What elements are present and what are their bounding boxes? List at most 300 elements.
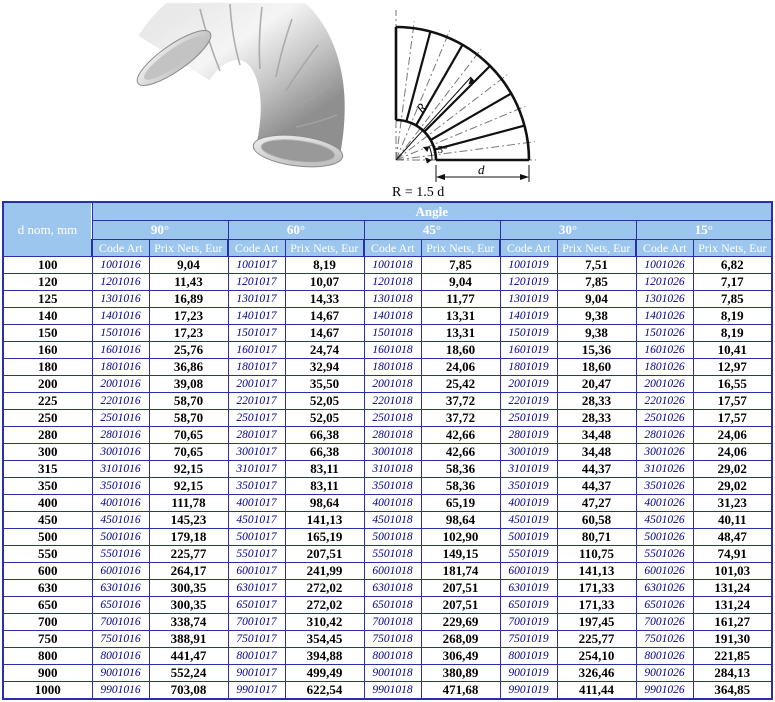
- diameter-cell: 1000: [3, 682, 92, 700]
- code-art-cell: 8001018: [364, 648, 421, 665]
- code-art-cell: 8001019: [500, 648, 557, 665]
- price-cell: 111,78: [149, 495, 228, 512]
- code-art-header: Code Art: [636, 240, 693, 257]
- code-art-cell: 1601018: [364, 342, 421, 359]
- price-cell: 131,24: [693, 580, 772, 597]
- code-art-cell: 9901016: [92, 682, 149, 700]
- code-art-cell: 2001019: [500, 376, 557, 393]
- price-cell: 165,19: [285, 529, 364, 546]
- table-row: [3, 614, 772, 631]
- price-cell: 411,44: [557, 682, 636, 700]
- code-art-cell: 1401017: [228, 308, 285, 325]
- price-cell: 32,94: [285, 359, 364, 376]
- code-art-cell: 1001018: [364, 257, 421, 274]
- price-cell: 12,97: [693, 359, 772, 376]
- prix-nets-header: Prix Nets, Eur: [693, 240, 772, 257]
- angle-column-60: 60°: [228, 221, 364, 240]
- price-cell: 7,17: [693, 274, 772, 291]
- price-cell: 207,51: [421, 597, 500, 614]
- code-art-cell: 1201026: [636, 274, 693, 291]
- price-cell: 14,67: [285, 325, 364, 342]
- price-cell: 171,33: [557, 580, 636, 597]
- code-art-cell: 3101018: [364, 461, 421, 478]
- code-art-cell: 1401016: [92, 308, 149, 325]
- price-cell: 70,65: [149, 444, 228, 461]
- price-cell: 36,86: [149, 359, 228, 376]
- code-art-cell: 5001017: [228, 529, 285, 546]
- price-cell: 92,15: [149, 478, 228, 495]
- price-cell: 31,23: [693, 495, 772, 512]
- code-art-cell: 3101016: [92, 461, 149, 478]
- table-row: [3, 631, 772, 648]
- price-cell: 98,64: [421, 512, 500, 529]
- code-art-cell: 2001017: [228, 376, 285, 393]
- price-cell: 110,75: [557, 546, 636, 563]
- table-row: [3, 308, 772, 325]
- code-art-cell: 6001016: [92, 563, 149, 580]
- price-cell: 380,89: [421, 665, 500, 682]
- code-art-cell: 9001016: [92, 665, 149, 682]
- price-cell: 58,70: [149, 393, 228, 410]
- diameter-cell: 600: [3, 563, 92, 580]
- price-cell: 7,85: [421, 257, 500, 274]
- table-row: [3, 393, 772, 410]
- price-cell: 10,07: [285, 274, 364, 291]
- diameter-cell: 650: [3, 597, 92, 614]
- code-art-cell: 6301018: [364, 580, 421, 597]
- price-cell: 28,33: [557, 393, 636, 410]
- code-art-cell: 7501017: [228, 631, 285, 648]
- price-cell: 254,10: [557, 648, 636, 665]
- code-art-cell: 3501016: [92, 478, 149, 495]
- price-cell: 703,08: [149, 682, 228, 700]
- diameter-cell: 160: [3, 342, 92, 359]
- table-row: [3, 512, 772, 529]
- diameter-cell: 300: [3, 444, 92, 461]
- prix-nets-header: Prix Nets, Eur: [421, 240, 500, 257]
- price-cell: 131,24: [693, 597, 772, 614]
- code-art-cell: 6501016: [92, 597, 149, 614]
- price-cell: 17,57: [693, 410, 772, 427]
- code-art-cell: 5501017: [228, 546, 285, 563]
- price-cell: 17,57: [693, 393, 772, 410]
- price-cell: 394,88: [285, 648, 364, 665]
- code-art-cell: 3001017: [228, 444, 285, 461]
- price-cell: 24,06: [693, 444, 772, 461]
- price-cell: 9,04: [149, 257, 228, 274]
- diameter-cell: 750: [3, 631, 92, 648]
- price-cell: 39,08: [149, 376, 228, 393]
- code-art-cell: 1201016: [92, 274, 149, 291]
- price-cell: 141,13: [285, 512, 364, 529]
- code-art-cell: 2201016: [92, 393, 149, 410]
- code-art-cell: 7001016: [92, 614, 149, 631]
- code-art-cell: 2801018: [364, 427, 421, 444]
- price-cell: 42,66: [421, 427, 500, 444]
- diameter-cell: 150: [3, 325, 92, 342]
- price-cell: 268,09: [421, 631, 500, 648]
- price-cell: 300,35: [149, 597, 228, 614]
- code-art-cell: 8001026: [636, 648, 693, 665]
- code-art-cell: 4001018: [364, 495, 421, 512]
- code-art-cell: 8001017: [228, 648, 285, 665]
- code-art-cell: 7001026: [636, 614, 693, 631]
- price-cell: 197,45: [557, 614, 636, 631]
- code-art-cell: 1301017: [228, 291, 285, 308]
- code-art-cell: 6001026: [636, 563, 693, 580]
- code-art-cell: 1501017: [228, 325, 285, 342]
- code-art-cell: 3001016: [92, 444, 149, 461]
- diameter-cell: 280: [3, 427, 92, 444]
- code-art-cell: 4001019: [500, 495, 557, 512]
- price-cell: 48,47: [693, 529, 772, 546]
- code-art-cell: 3001019: [500, 444, 557, 461]
- table-row: [3, 648, 772, 665]
- price-cell: 14,33: [285, 291, 364, 308]
- price-cell: 47,27: [557, 495, 636, 512]
- code-art-cell: 3501019: [500, 478, 557, 495]
- price-cell: 37,72: [421, 410, 500, 427]
- price-cell: 52,05: [285, 393, 364, 410]
- price-cell: 300,35: [149, 580, 228, 597]
- code-art-cell: 3001018: [364, 444, 421, 461]
- code-art-cell: 6301019: [500, 580, 557, 597]
- price-cell: 25,42: [421, 376, 500, 393]
- price-cell: 17,23: [149, 308, 228, 325]
- table-row: [3, 478, 772, 495]
- code-art-header: Code Art: [228, 240, 285, 257]
- code-art-cell: 1401019: [500, 308, 557, 325]
- code-art-cell: 2801016: [92, 427, 149, 444]
- price-cell: 34,48: [557, 444, 636, 461]
- price-cell: 149,15: [421, 546, 500, 563]
- radius-label: R: [412, 100, 430, 116]
- code-art-cell: 1001016: [92, 257, 149, 274]
- price-cell: 58,36: [421, 461, 500, 478]
- code-art-cell: 1501019: [500, 325, 557, 342]
- table-row: [3, 563, 772, 580]
- code-art-cell: 2501016: [92, 410, 149, 427]
- code-art-cell: 1001017: [228, 257, 285, 274]
- code-art-cell: 3101017: [228, 461, 285, 478]
- angle-column-15: 15°: [636, 221, 772, 240]
- code-art-cell: 3501026: [636, 478, 693, 495]
- code-art-cell: 6501026: [636, 597, 693, 614]
- code-art-cell: 7501016: [92, 631, 149, 648]
- price-cell: 18,60: [557, 359, 636, 376]
- price-cell: 44,37: [557, 461, 636, 478]
- code-art-cell: 5001018: [364, 529, 421, 546]
- price-cell: 207,51: [421, 580, 500, 597]
- price-cell: 7,85: [557, 274, 636, 291]
- code-art-cell: 9001018: [364, 665, 421, 682]
- price-cell: 28,33: [557, 410, 636, 427]
- price-cell: 225,77: [557, 631, 636, 648]
- price-cell: 13,31: [421, 325, 500, 342]
- code-art-cell: 6501018: [364, 597, 421, 614]
- diameter-cell: 550: [3, 546, 92, 563]
- price-table-header: [3, 202, 772, 257]
- code-art-cell: 1401018: [364, 308, 421, 325]
- code-art-cell: 6001017: [228, 563, 285, 580]
- price-cell: 102,90: [421, 529, 500, 546]
- price-cell: 471,68: [421, 682, 500, 700]
- price-cell: 338,74: [149, 614, 228, 631]
- code-art-cell: 4501019: [500, 512, 557, 529]
- code-art-cell: 2201018: [364, 393, 421, 410]
- code-art-cell: 1801018: [364, 359, 421, 376]
- code-art-cell: 1801019: [500, 359, 557, 376]
- code-art-cell: 1501018: [364, 325, 421, 342]
- price-cell: 364,85: [693, 682, 772, 700]
- code-art-cell: 9001026: [636, 665, 693, 682]
- price-cell: 272,02: [285, 580, 364, 597]
- code-art-cell: 6301017: [228, 580, 285, 597]
- price-cell: 101,03: [693, 563, 772, 580]
- diameter-cell: 200: [3, 376, 92, 393]
- code-art-cell: 2501019: [500, 410, 557, 427]
- code-art-cell: 2801017: [228, 427, 285, 444]
- angle-header: Angle: [92, 202, 772, 221]
- price-cell: 221,85: [693, 648, 772, 665]
- diameter-cell: 800: [3, 648, 92, 665]
- price-cell: 83,11: [285, 461, 364, 478]
- price-cell: 13,31: [421, 308, 500, 325]
- price-cell: 25,76: [149, 342, 228, 359]
- code-art-cell: 5501019: [500, 546, 557, 563]
- price-cell: 16,55: [693, 376, 772, 393]
- price-table: [2, 201, 773, 700]
- diameter-cell: 180: [3, 359, 92, 376]
- code-art-cell: 2801026: [636, 427, 693, 444]
- price-cell: 52,05: [285, 410, 364, 427]
- code-art-cell: 1601026: [636, 342, 693, 359]
- price-cell: 20,47: [557, 376, 636, 393]
- price-cell: 241,99: [285, 563, 364, 580]
- code-art-cell: 2501026: [636, 410, 693, 427]
- header-images-area: [0, 0, 775, 201]
- code-art-cell: 2201026: [636, 393, 693, 410]
- code-art-cell: 6301016: [92, 580, 149, 597]
- price-cell: 499,49: [285, 665, 364, 682]
- code-art-cell: 1801017: [228, 359, 285, 376]
- price-cell: 9,04: [421, 274, 500, 291]
- price-cell: 24,74: [285, 342, 364, 359]
- table-row: [3, 342, 772, 359]
- code-art-cell: 1801016: [92, 359, 149, 376]
- code-art-cell: 1401026: [636, 308, 693, 325]
- price-cell: 354,45: [285, 631, 364, 648]
- code-art-cell: 2001016: [92, 376, 149, 393]
- elbow-photo: [126, 3, 354, 195]
- table-row: [3, 359, 772, 376]
- price-cell: 7,85: [693, 291, 772, 308]
- price-cell: 11,77: [421, 291, 500, 308]
- diameter-cell: 350: [3, 478, 92, 495]
- price-cell: 8,19: [693, 308, 772, 325]
- code-art-header: Code Art: [92, 240, 149, 257]
- table-row: [3, 274, 772, 291]
- code-art-cell: 7501018: [364, 631, 421, 648]
- table-row: [3, 665, 772, 682]
- code-art-cell: 3501017: [228, 478, 285, 495]
- price-cell: 306,49: [421, 648, 500, 665]
- price-cell: 7,51: [557, 257, 636, 274]
- angle-column-90: 90°: [92, 221, 228, 240]
- code-art-cell: 1801026: [636, 359, 693, 376]
- diameter-cell: 450: [3, 512, 92, 529]
- table-row: [3, 580, 772, 597]
- code-art-header: Code Art: [364, 240, 421, 257]
- price-cell: 65,19: [421, 495, 500, 512]
- code-art-cell: 1601016: [92, 342, 149, 359]
- code-art-cell: 1601019: [500, 342, 557, 359]
- code-art-cell: 5501018: [364, 546, 421, 563]
- price-cell: 18,60: [421, 342, 500, 359]
- price-cell: 83,11: [285, 478, 364, 495]
- angle-column-45: 45°: [364, 221, 500, 240]
- code-art-cell: 1201018: [364, 274, 421, 291]
- code-art-cell: 3001026: [636, 444, 693, 461]
- table-row: [3, 376, 772, 393]
- diameter-cell: 250: [3, 410, 92, 427]
- code-art-cell: 6501019: [500, 597, 557, 614]
- code-art-cell: 4001017: [228, 495, 285, 512]
- price-cell: 264,17: [149, 563, 228, 580]
- code-art-cell: 4001026: [636, 495, 693, 512]
- price-cell: 141,13: [557, 563, 636, 580]
- radius-formula: R = 1.5 d: [392, 185, 445, 200]
- diameter-cell: 700: [3, 614, 92, 631]
- code-art-cell: 4001016: [92, 495, 149, 512]
- price-cell: 441,47: [149, 648, 228, 665]
- code-art-cell: 5001019: [500, 529, 557, 546]
- price-cell: 58,36: [421, 478, 500, 495]
- price-cell: 272,02: [285, 597, 364, 614]
- code-art-cell: 2001018: [364, 376, 421, 393]
- price-cell: 8,19: [285, 257, 364, 274]
- code-art-cell: 9901026: [636, 682, 693, 700]
- code-art-cell: 8001016: [92, 648, 149, 665]
- table-row: [3, 325, 772, 342]
- table-row: [3, 597, 772, 614]
- price-cell: 207,51: [285, 546, 364, 563]
- table-row: [3, 257, 772, 274]
- code-art-cell: 6501017: [228, 597, 285, 614]
- price-cell: 6,82: [693, 257, 772, 274]
- code-art-cell: 5001016: [92, 529, 149, 546]
- diameter-cell: 225: [3, 393, 92, 410]
- diameter-cell: 120: [3, 274, 92, 291]
- price-cell: 37,72: [421, 393, 500, 410]
- price-cell: 29,02: [693, 461, 772, 478]
- table-row: [3, 291, 772, 308]
- code-art-header: Code Art: [500, 240, 557, 257]
- code-art-cell: 9001019: [500, 665, 557, 682]
- code-art-cell: 2201017: [228, 393, 285, 410]
- code-art-cell: 7001017: [228, 614, 285, 631]
- price-cell: 552,24: [149, 665, 228, 682]
- price-cell: 388,91: [149, 631, 228, 648]
- code-art-cell: 6001019: [500, 563, 557, 580]
- price-cell: 66,38: [285, 444, 364, 461]
- diameter-cell: 125: [3, 291, 92, 308]
- code-art-cell: 1001019: [500, 257, 557, 274]
- price-cell: 161,27: [693, 614, 772, 631]
- price-cell: 92,15: [149, 461, 228, 478]
- code-art-cell: 1301019: [500, 291, 557, 308]
- diameter-label: d: [478, 162, 485, 177]
- price-cell: 9,04: [557, 291, 636, 308]
- price-cell: 181,74: [421, 563, 500, 580]
- diameter-cell: 630: [3, 580, 92, 597]
- price-cell: 74,91: [693, 546, 772, 563]
- price-cell: 16,89: [149, 291, 228, 308]
- price-cell: 35,50: [285, 376, 364, 393]
- code-art-cell: 7001019: [500, 614, 557, 631]
- code-art-cell: 3501018: [364, 478, 421, 495]
- diameter-cell: 900: [3, 665, 92, 682]
- table-row: [3, 461, 772, 478]
- code-art-cell: 2501017: [228, 410, 285, 427]
- code-art-cell: 3101026: [636, 461, 693, 478]
- segment-angle-label: 15°: [432, 144, 448, 156]
- price-cell: 60,58: [557, 512, 636, 529]
- price-cell: 24,06: [693, 427, 772, 444]
- price-cell: 284,13: [693, 665, 772, 682]
- table-row: [3, 546, 772, 563]
- angle-column-30: 30°: [500, 221, 636, 240]
- price-cell: 70,65: [149, 427, 228, 444]
- price-cell: 225,77: [149, 546, 228, 563]
- code-art-cell: 1001026: [636, 257, 693, 274]
- code-art-cell: 7001018: [364, 614, 421, 631]
- table-row: [3, 529, 772, 546]
- price-cell: 29,02: [693, 478, 772, 495]
- code-art-cell: 1301026: [636, 291, 693, 308]
- code-art-cell: 2801019: [500, 427, 557, 444]
- price-cell: 98,64: [285, 495, 364, 512]
- price-cell: 66,38: [285, 427, 364, 444]
- price-cell: 58,70: [149, 410, 228, 427]
- price-cell: 326,46: [557, 665, 636, 682]
- price-cell: 10,41: [693, 342, 772, 359]
- code-art-cell: 2201019: [500, 393, 557, 410]
- code-art-cell: 3101019: [500, 461, 557, 478]
- code-art-cell: 1501026: [636, 325, 693, 342]
- price-cell: 622,54: [285, 682, 364, 700]
- code-art-cell: 1301016: [92, 291, 149, 308]
- diameter-cell: 140: [3, 308, 92, 325]
- code-art-cell: 6301026: [636, 580, 693, 597]
- code-art-cell: 6001018: [364, 563, 421, 580]
- price-cell: 310,42: [285, 614, 364, 631]
- price-cell: 17,23: [149, 325, 228, 342]
- code-art-cell: 1601017: [228, 342, 285, 359]
- code-art-cell: 9901017: [228, 682, 285, 700]
- price-cell: 44,37: [557, 478, 636, 495]
- price-cell: 42,66: [421, 444, 500, 461]
- code-art-cell: 5001026: [636, 529, 693, 546]
- prix-nets-header: Prix Nets, Eur: [149, 240, 228, 257]
- code-art-cell: 9001017: [228, 665, 285, 682]
- price-cell: 14,67: [285, 308, 364, 325]
- code-art-cell: 5501016: [92, 546, 149, 563]
- code-art-cell: 5501026: [636, 546, 693, 563]
- code-art-cell: 9901018: [364, 682, 421, 700]
- code-art-cell: 7501026: [636, 631, 693, 648]
- price-cell: 24,06: [421, 359, 500, 376]
